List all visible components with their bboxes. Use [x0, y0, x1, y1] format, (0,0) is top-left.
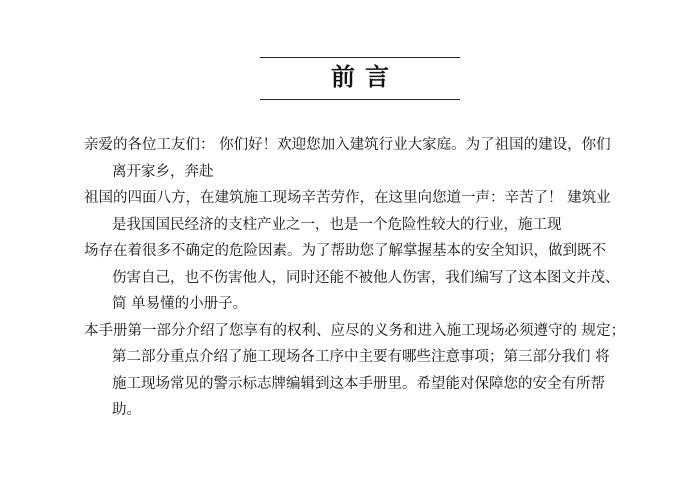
- text-line: 第二部分重点介绍了施工现场各工序中主要有哪些注意事项；第三部分我们 将: [112, 349, 610, 365]
- text-line: 伤害自己，也不伤害他人，同时还能不被他人伤害，我们编写了这本图文并茂、: [112, 270, 620, 286]
- title-rule-bottom: [260, 99, 460, 100]
- text-line: 场存在着很多不确定的危险因素。为了帮助您了解掌握基本的安全知识，做到既不: [84, 243, 606, 259]
- text-line: 祖国的四面八方，在建筑施工现场辛苦劳作，在这里向您道一声：辛苦了！ 建筑业: [84, 190, 611, 206]
- text-line: 助。: [112, 402, 141, 418]
- text-line: 本手册第一部分介绍了您享有的权利、应尽的义务和进入施工现场必须遵守的 规定；: [84, 323, 626, 339]
- text-line: 亲爱的各位工友们： 你们好！欢迎您加入建筑行业大家庭。为了祖国的建设，你们: [84, 137, 611, 153]
- text-line: 是我国国民经济的支柱产业之一，也是一个危险性较大的行业，施工现: [112, 217, 562, 233]
- title-rule-top: [260, 57, 460, 58]
- page-title: 前言: [331, 63, 399, 91]
- text-line: 简 单易懂的小册子。: [112, 296, 248, 312]
- text-line: 离开家乡，奔赴: [112, 164, 214, 180]
- text-line: 施工现场常见的警示标志牌编辑到这本手册里。希望能对保障您的安全有所帮: [112, 376, 605, 392]
